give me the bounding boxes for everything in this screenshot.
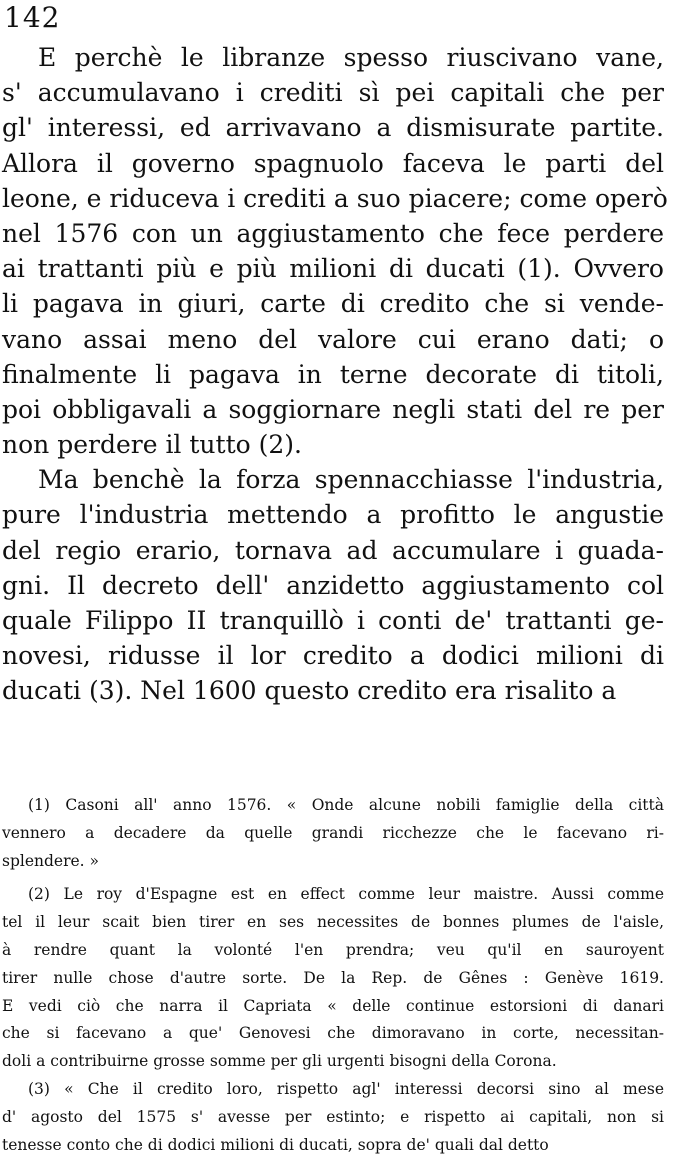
footnote-line: d' agosto del 1575 s' avesse per estinto; e rispetto ai capitali, non si — [2, 1107, 664, 1126]
footnote-line: tel il leur scait bien tirer en ses necessites de bonnes plumes de l'aisle, — [2, 913, 664, 932]
page-number: 142 — [4, 1, 61, 34]
text-line: del regio erario, tornava ad accumulare i guada- — [2, 535, 664, 565]
footnote-line: splendere. » — [2, 851, 100, 870]
text-line: finalmente li pagava in terne decorate di titoli, — [2, 359, 664, 389]
footnote-line: E vedi ciò che narra il Capriata « delle continue estorsioni di danari — [2, 996, 664, 1015]
text-line: nel 1576 con un aggiustamento che fece perdere — [2, 218, 664, 248]
footnotes — [2, 792, 664, 1159]
footnote-line: doli a contribuirne grosse somme per gli urgenti bisogni della Corona. — [2, 1052, 557, 1071]
text-line: Ma benchè la forza spennacchiasse l'industria, — [38, 465, 664, 495]
footnote-line: (2) Le roy d'Espagne est en effect comme leur maistre. Aussi comme — [28, 885, 664, 904]
text-line: s' accumulavano i crediti sì pei capitali che per — [2, 78, 664, 108]
footnote-line: tenesse conto che di dodici milioni di ducati, sopra de' quali dal detto — [2, 1135, 549, 1154]
text-line: gni. Il decreto dell' anzidetto aggiustamento col — [2, 570, 664, 600]
text-line: quale Filippo II tranquillò i conti de' trattanti ge- — [2, 606, 664, 635]
text-line: gl' interessi, ed arrivavano a dismisurate partite. — [2, 113, 664, 143]
main-text — [2, 40, 668, 709]
text-line: novesi, ridusse il lor credito a dodici milioni di — [2, 641, 664, 671]
text-line: poi obbligavali a soggiornare negli stati del re per — [2, 394, 664, 424]
footnote-line: tirer nulle chose d'autre sorte. De la Rep. de Gênes : Genève 1619. — [2, 968, 664, 987]
text-line: non perdere il tutto (2). — [2, 430, 302, 460]
footnote-line: à rendre quant la volonté l'en prendra; veu qu'il en sauroyent — [2, 940, 664, 959]
text-line: li pagava in giuri, carte di credito che si vende- — [2, 289, 664, 319]
text-line: ai trattanti più e più milioni di ducati (1). Ovvero — [2, 254, 664, 284]
footnote-line: (1) Casoni all' anno 1576. « Onde alcune nobili famiglie della città — [28, 796, 664, 814]
text-line: pure l'industria mettendo a profitto le angustie — [2, 500, 664, 530]
footnote-line: (3) « Che il credito loro, rispetto agl' interessi decorsi sino al mese — [28, 1079, 664, 1098]
text-line: ducati (3). Nel 1600 questo credito era risalito a — [2, 676, 617, 706]
text-line: Allora il governo spagnuolo faceva le parti del — [2, 148, 664, 178]
footnote-line: vennero a decadere da quelle grandi ricchezze che le facevano ri- — [2, 823, 664, 842]
text-line: E perchè le libranze spesso riuscivano vane, — [38, 43, 664, 72]
text-line: vano assai meno del valore cui erano dati; o — [2, 324, 664, 354]
footnote-line: che si facevano a que' Genovesi che dimoravano in corte, necessitan- — [2, 1024, 664, 1043]
text-line: leone, e riduceva i crediti a suo piacere; come operò — [2, 183, 668, 213]
